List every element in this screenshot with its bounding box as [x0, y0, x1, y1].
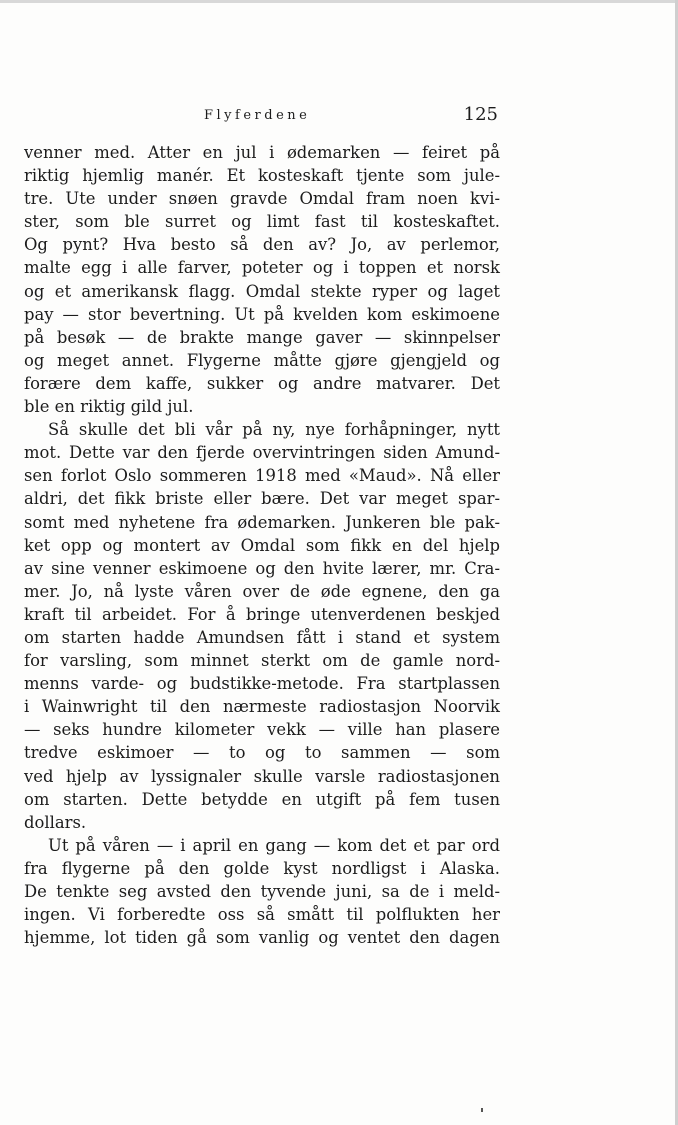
page-header	[24, 104, 498, 132]
text-line: fra flygerne på den golde kyst nordligst i Alaska.	[24, 858, 500, 878]
print-speck	[481, 1108, 483, 1112]
text-line: aldri, det fikk briste eller bære. Det var meget spar-	[24, 489, 500, 509]
text-line-last: ble en riktig gild jul.	[24, 397, 194, 417]
text-line: somt med nyhetene fra ødemarken. Junkeren ble pak-	[24, 512, 500, 532]
text-line: mer. Jo, nå lyste våren over de øde egnene, den ga	[24, 581, 500, 601]
text-line: forære dem kaffe, sukker og andre matvarer. Det	[24, 373, 500, 393]
text-line: pay — stor bevertning. Ut på kvelden kom eskimoene	[24, 304, 500, 324]
text-line: ster, som ble surret og limt fast til kosteskaftet.	[24, 212, 500, 232]
text-line-first: Så skulle det bli vår på ny, nye forhåpninger, nytt	[48, 420, 500, 440]
text-line: De tenkte seg avsted den tyvende juni, sa de i meld-	[24, 882, 500, 901]
text-line: kraft til arbeidet. For å bringe utenverdenen beskjed	[24, 604, 500, 624]
text-line: for varsling, som minnet sterkt om de gamle nord-	[24, 651, 500, 671]
text-line: riktig hjemlig manér. Et kosteskaft tjente som jule-	[24, 166, 500, 186]
text-line: om starten. Dette betydde en utgift på fem tusen	[24, 789, 500, 809]
page-edge-top	[0, 0, 678, 3]
text-line: og meget annet. Flygerne måtte gjøre gjengjeld og	[24, 350, 500, 370]
text-line: sen forlot Oslo sommeren 1918 med «Maud». Nå eller	[24, 466, 500, 486]
page-number: 125	[463, 104, 498, 125]
text-line: tre. Ute under snøen gravde Omdal fram noen kvi-	[24, 189, 500, 209]
text-line: ved hjelp av lyssignaler skulle varsle radiostasjonen	[24, 766, 500, 786]
body-text	[24, 141, 500, 949]
text-line: og et amerikansk flagg. Omdal stekte ryper og laget	[24, 281, 500, 301]
text-line: menns varde- og budstikke-metode. Fra startplassen	[24, 674, 500, 694]
text-line: venner med. Atter en jul i ødemarken — feiret på	[24, 143, 500, 162]
text-line: Og pynt? Hva besto så den av? Jo, av perlemor,	[24, 235, 500, 255]
text-line: malte egg i alle farver, poteter og i toppen et norsk	[24, 258, 500, 278]
running-head: Flyferdene	[204, 108, 311, 123]
text-line: — seks hundre kilometer vekk — ville han plasere	[24, 720, 500, 740]
text-line: hjemme, lot tiden gå som vanlig og ventet den dagen	[24, 928, 500, 948]
text-line: av sine venner eskimoene og den hvite lærer, mr. Cra-	[24, 558, 500, 578]
text-line: i Wainwright til den nærmeste radiostasjon Noorvik	[24, 697, 500, 717]
text-line-first: Ut på våren — i april en gang — kom det et par ord	[48, 835, 500, 855]
text-line: om starten hadde Amundsen fått i stand et system	[24, 627, 500, 647]
text-line: tredve eskimoer — to og to sammen — som	[24, 743, 500, 763]
text-line: på besøk — de brakte mange gaver — skinnpelser	[24, 327, 500, 347]
text-line-last: dollars.	[24, 812, 87, 832]
text-line: ingen. Vi forberedte oss så smått til polflukten her	[24, 905, 500, 925]
text-line: mot. Dette var den fjerde overvintringen siden Amund-	[24, 443, 500, 463]
text-line: ket opp og montert av Omdal som fikk en del hjelp	[24, 535, 500, 555]
